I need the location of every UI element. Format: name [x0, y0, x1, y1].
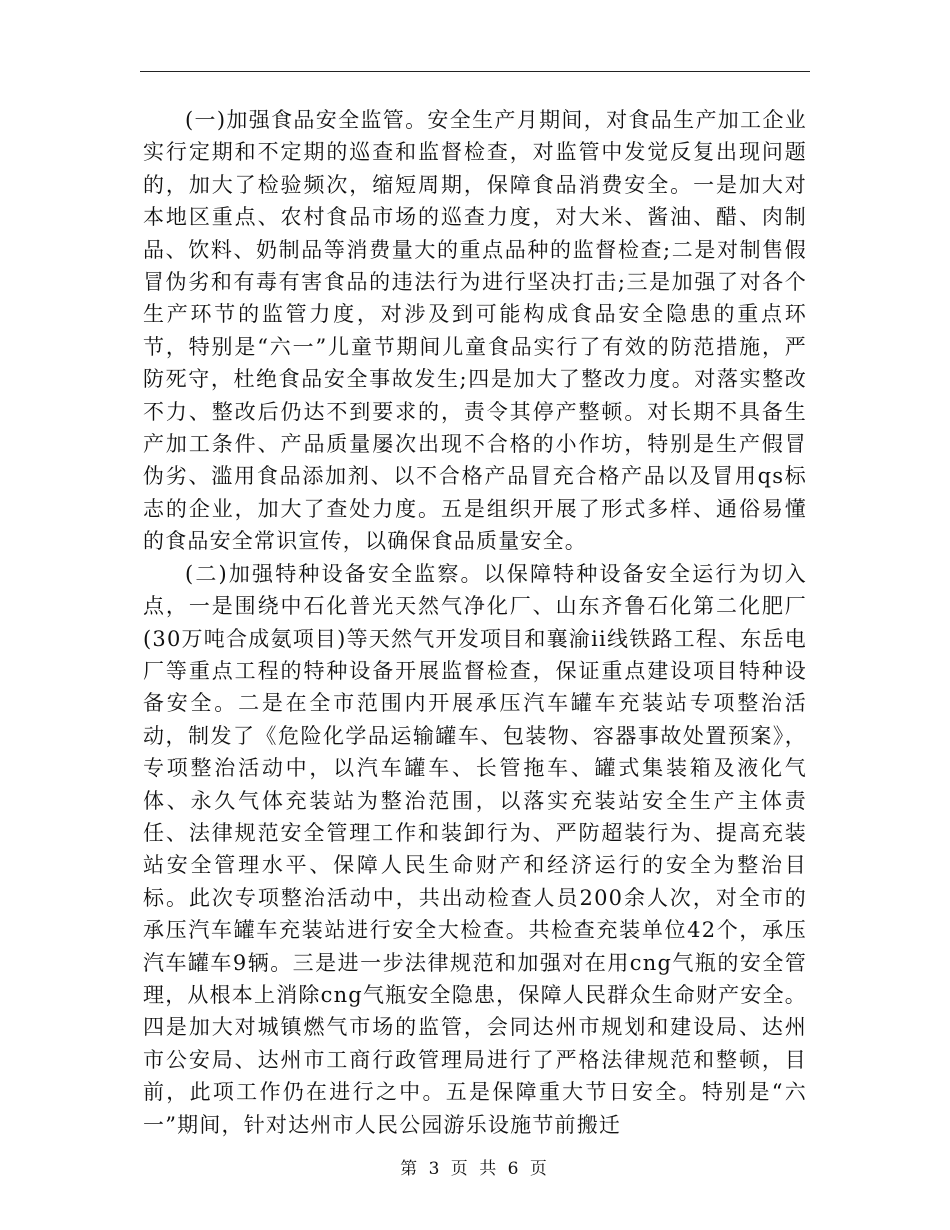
- document-body: [143, 104, 807, 1141]
- header-rule: [140, 71, 810, 72]
- paragraph-food-safety: (一)加强食品安全监管。安全生产月期间，对食品生产加工企业实行定期和不定期的巡查和监督检查，对监管中发觉反复出现问题的，加大了检验频次，缩短周期，保障食品消费安全。一是加大对本地区重点、农村食品市场的巡查力度，对大米、酱油、醋、肉制品、饮料、奶制品等消费量大的重点品种的监督检查;二是对制售假冒伪劣和有毒有害食品的违法行为进行坚决打击;三是加强了对各个生产环节的监管力度，对涉及到可能构成食品安全隐患的重点环节，特别是“六一”儿童节期间儿童食品实行了有效的防范措施，严防死守，杜绝食品安全事故发生;四是加大了整改力度。对落实整改不力、整改后仍达不到要求的，责令其停产整顿。对长期不具备生产加工条件、产品质量屡次出现不合格的小作坊，特别是生产假冒伪劣、滥用食品添加剂、以不合格产品冒充合格产品以及冒用qs标志的企业，加大了查处力度。五是组织开展了形式多样、通俗易懂的食品安全常识宣传，以确保食品质量安全。: [143, 108, 807, 554]
- paragraph-special-equipment: (二)加强特种设备安全监察。以保障特种设备安全运行为切入点，一是围绕中石化普光天然气净化厂、山东齐鲁石化第二化肥厂(30万吨合成氨项目)等天然气开发项目和襄渝ii线铁路工程、东岳电厂等重点工程的特种设备开展监督检查，保证重点建设项目特种设备安全。二是在全市范围内开展承压汽车罐车充装站专项整治活动，制发了《危险化学品运输罐车、包装物、容器事故处置预案》，专项整治活动中，以汽车罐车、长管拖车、罐式集装箱及液化气体、永久气体充装站为整治范围，以落实充装站安全生产主体责任、法律规范安全管理工作和装卸行为、严防超装行为、提高充装站安全管理水平、保障人民生命财产和经济运行的安全为整治目标。此次专项整治活动中，共出动检查人员200余人次，对全市的承压汽车罐车充装站进行安全大检查。共检查充装单位42个，承压汽车罐车9辆。三是进一步法律规范和加强对在用cng气瓶的安全管理，从根本上消除cng气瓶安全隐患，保障人民群众生命财产安全。四是加大对城镇燃气市场的监管，会同达州市规划和建设局、达州市公安局、达州市工商行政管理局进行了严格法律规范和整顿，目前，此项工作仍在进行之中。五是保障重大节日安全。特别是“六一”期间，针对达州市人民公园游乐设施节前搬迁: [143, 561, 807, 1137]
- page-number: 第 3 页 共 6 页: [400, 1159, 550, 1179]
